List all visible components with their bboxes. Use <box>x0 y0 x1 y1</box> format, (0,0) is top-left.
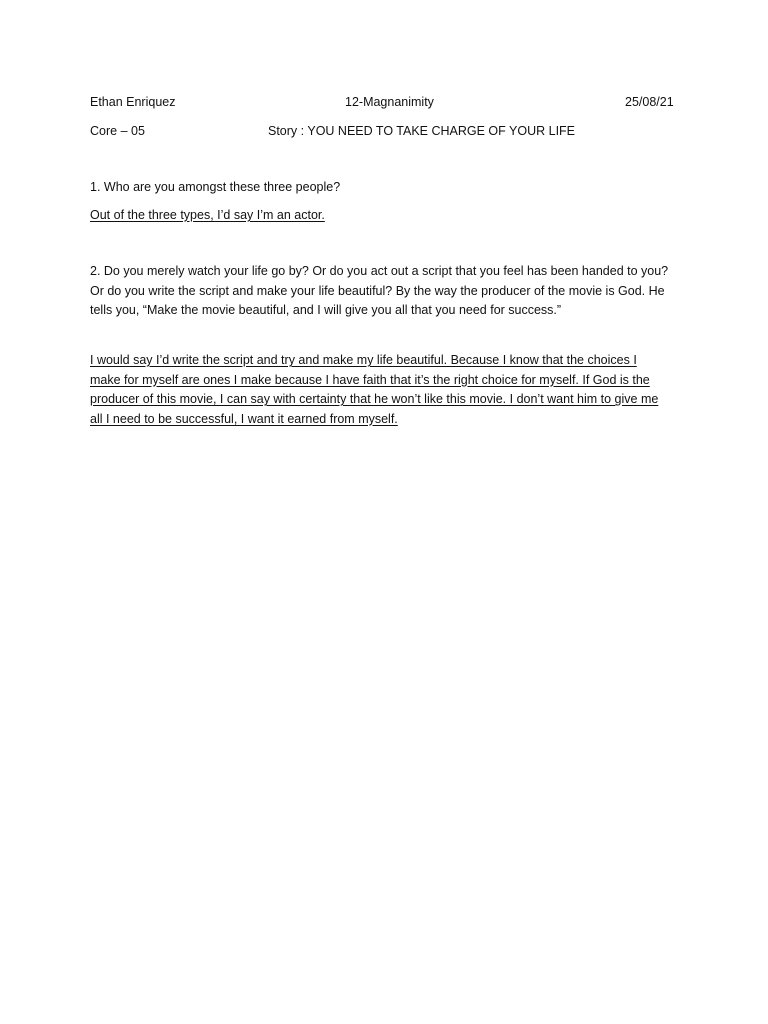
date: 25/08/21 <box>625 95 674 109</box>
question-2: 2. Do you merely watch your life go by? Or do you act out a script that you feel has been handed to you? Or do you write the script and make your life beautiful? By the way the producer of the movie is God. He tells you, “Make the movie beautiful, and I will give you all that you need for success.” <box>90 264 669 317</box>
student-name: Ethan Enriquez <box>90 95 176 109</box>
question-1: 1. Who are you amongst these three people? <box>90 180 341 194</box>
story-title: Story : YOU NEED TO TAKE CHARGE OF YOUR LIFE <box>268 124 576 138</box>
answer-2: I would say I’d write the script and try and make my life beautiful. Because I know that the choices I make for myself are ones I make because I have faith that it’s the right choice for myself. If God is the producer of this movie, I can say with certainty that he won’t like this movie. I don’t want him to give me all I need to be successful, I want it earned from myself. <box>90 353 659 426</box>
class-section: 12-Magnanimity <box>345 95 434 109</box>
core-number: Core – 05 <box>90 124 145 138</box>
answer-1: Out of the three types, I’d say I’m an actor. <box>90 208 325 222</box>
